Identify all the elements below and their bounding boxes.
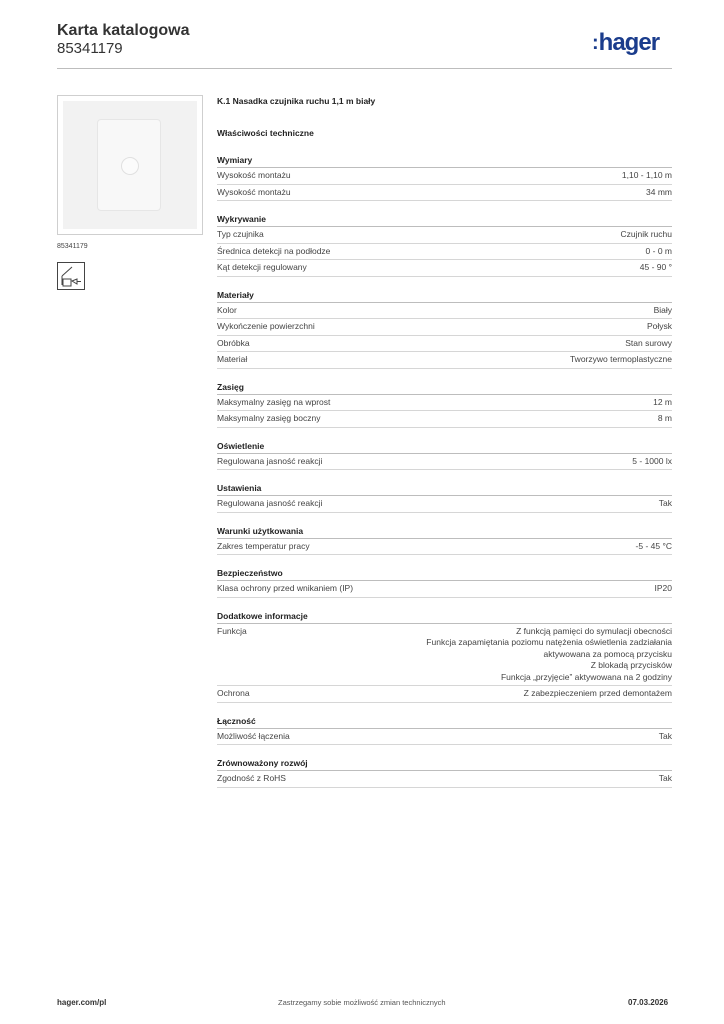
property-value: Czujnik ruchu	[620, 229, 672, 239]
property-label: Kąt detekcji regulowany	[217, 262, 307, 272]
group-title: Zrównoważony rozwój	[217, 758, 672, 771]
product-code: 85341179	[57, 40, 123, 57]
property-row	[217, 227, 672, 244]
property-label: Klasa ochrony przed wnikaniem (IP)	[217, 583, 354, 593]
property-row	[217, 395, 672, 412]
group-title: Ustawienia	[217, 483, 672, 496]
group-title: Warunki użytkowania	[217, 526, 672, 539]
property-label: Wysokość montażu	[217, 186, 291, 197]
property-value: Z zabezpieczeniem przed demontażem	[523, 688, 672, 698]
property-value: Tak	[658, 730, 672, 741]
header-divider	[57, 68, 672, 69]
property-value: Połysk	[646, 321, 672, 331]
property-label: Maksymalny zasięg boczny	[217, 413, 321, 423]
property-value: -5 - 45 °C	[635, 540, 672, 551]
property-label: Kolor	[217, 304, 237, 315]
product-image-caption: 85341179	[57, 243, 88, 250]
property-label: Zakres temperatur pracy	[217, 540, 310, 551]
property-label: Typ czujnika	[217, 229, 264, 239]
property-row	[217, 244, 672, 261]
property-group	[217, 568, 672, 598]
property-row	[217, 352, 672, 369]
property-label: Funkcja	[217, 625, 247, 636]
property-label: Możliwość łączenia	[217, 730, 290, 741]
property-row	[217, 260, 672, 277]
property-group	[217, 155, 672, 201]
property-group	[217, 611, 672, 703]
property-group	[217, 382, 672, 428]
property-row	[217, 411, 672, 428]
property-row	[217, 686, 672, 703]
group-title: Wykrywanie	[217, 214, 672, 227]
property-value: Z funkcją pamięci do symulacji obecności Funkcja zapamiętania poziomu natężenia oświetlenia zadziałania aktywowana za pomocą przycisku Z blokadą przycisków Funkcja „przyjęcie” aktywowana na 2 godziny	[426, 625, 672, 682]
property-label: Maksymalny zasięg na wprost	[217, 396, 331, 407]
property-row	[217, 539, 672, 556]
property-row	[217, 168, 672, 185]
property-label: Wysokość montażu	[217, 170, 291, 180]
group-title: Łączność	[217, 716, 672, 729]
property-value: 8 m	[657, 413, 672, 423]
property-group	[217, 290, 672, 369]
page-title: Karta katalogowa	[57, 22, 190, 39]
property-value: 0 - 0 m	[645, 245, 672, 256]
property-group	[217, 758, 672, 788]
property-label: Wykończenie powierzchni	[217, 321, 315, 331]
property-row	[217, 336, 672, 353]
property-row	[217, 319, 672, 336]
property-value: Tak	[658, 773, 672, 783]
property-row	[217, 454, 672, 471]
footer-date: 07.03.2026	[628, 998, 669, 1007]
property-value: Stan surowy	[625, 337, 672, 348]
hager-logo: :hager	[592, 29, 660, 56]
flush-mount-icon	[57, 262, 85, 290]
group-title: Dodatkowe informacje	[217, 611, 672, 624]
property-value: Biały	[653, 304, 672, 315]
property-value: 45 - 90 °	[639, 262, 672, 272]
property-label: Zgodność z RoHS	[217, 773, 286, 783]
property-value: Tworzywo termoplastyczne	[569, 354, 672, 364]
property-label: Regulowana jasność reakcji	[217, 455, 323, 466]
property-value: 1,10 - 1,10 m	[621, 170, 672, 180]
property-label: Obróbka	[217, 337, 250, 348]
group-title: Oświetlenie	[217, 441, 672, 454]
property-group	[217, 716, 672, 746]
property-value: 34 mm	[646, 186, 672, 197]
group-title: Wymiary	[217, 155, 672, 168]
property-row	[217, 624, 672, 687]
property-row	[217, 185, 672, 202]
property-group	[217, 526, 672, 556]
property-value: Tak	[658, 498, 672, 508]
property-row	[217, 496, 672, 513]
property-group	[217, 483, 672, 513]
footer-disclaimer: Zastrzegamy sobie możliwość zmian technicznych	[278, 998, 446, 1007]
group-title: Materiały	[217, 290, 672, 303]
group-title: Zasięg	[217, 382, 672, 395]
property-row	[217, 729, 672, 746]
property-value: IP20	[654, 583, 672, 593]
property-label: Regulowana jasność reakcji	[217, 498, 323, 508]
section-title: Właściwości techniczne	[217, 128, 314, 138]
property-group	[217, 214, 672, 277]
product-name: K.1 Nasadka czujnika ruchu 1,1 m biały	[217, 96, 376, 106]
property-value: 5 - 1000 lx	[632, 455, 672, 466]
group-title: Bezpieczeństwo	[217, 568, 672, 581]
technical-properties	[217, 96, 672, 801]
property-row	[217, 581, 672, 598]
property-row	[217, 771, 672, 788]
property-label: Ochrona	[217, 688, 250, 698]
property-label: Materiał	[217, 354, 248, 364]
property-value: 12 m	[653, 396, 672, 407]
property-label: Średnica detekcji na podłodze	[217, 245, 331, 256]
property-group	[217, 441, 672, 471]
footer-website: hager.com/pl	[57, 998, 107, 1007]
property-groups	[217, 155, 672, 788]
product-image	[57, 95, 203, 235]
property-row	[217, 303, 672, 320]
